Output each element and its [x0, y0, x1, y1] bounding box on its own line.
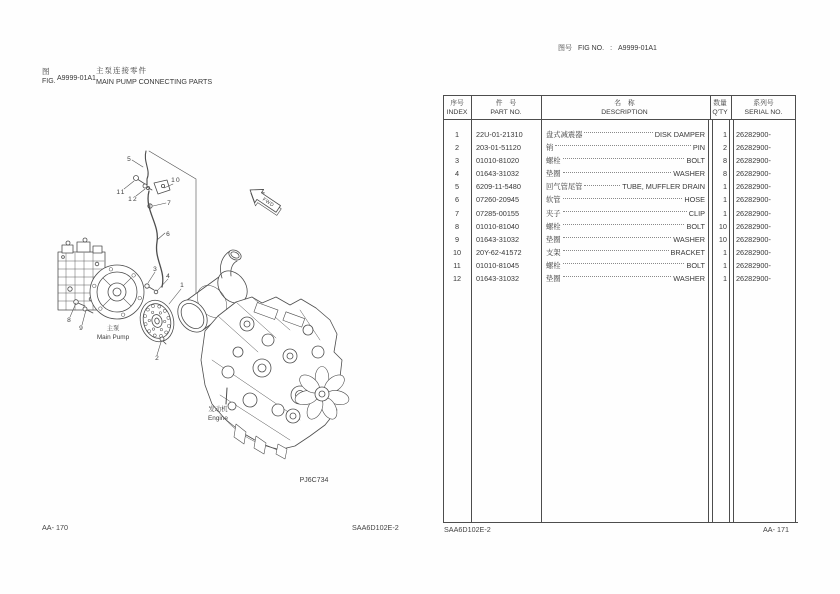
header-index-cn: 序号	[450, 99, 464, 107]
description-cn: 盘式减震器	[546, 130, 583, 139]
fig-number: A9999-01A1	[57, 75, 96, 82]
cell-serial: 26282900-	[736, 247, 771, 257]
cell-part-no: 20Y-62-41572	[476, 247, 522, 257]
cell-qty: 8	[722, 169, 727, 179]
description-cn: 垫圈	[546, 234, 561, 244]
cell-qty: 2	[722, 143, 727, 153]
dotted-leader	[563, 198, 683, 199]
description-en: CLIP	[688, 208, 705, 218]
table-row	[443, 246, 795, 259]
engine-label-cn: 发动机	[208, 406, 228, 413]
left-model-code: SAA6D102E-2	[352, 523, 399, 532]
table-row	[443, 220, 795, 233]
description-cn: 垫圈	[546, 169, 561, 179]
header-qty-cn: 数量	[713, 99, 727, 107]
cell-serial: 26282900-	[736, 130, 771, 139]
header-part-en: PART NO.	[490, 108, 522, 116]
table-row	[443, 207, 795, 220]
cell-index: 7	[454, 208, 460, 218]
table-row	[443, 167, 795, 180]
callout-10: 10	[171, 177, 181, 184]
cell-qty: 1	[722, 130, 727, 139]
pulley-drawing	[286, 409, 300, 423]
callout-4: 4	[166, 273, 170, 280]
dotted-leader	[555, 145, 691, 146]
cell-part-no: 01643-31032	[476, 234, 520, 244]
cell-part-no: 07285-00155	[476, 208, 520, 218]
header-part-no	[471, 96, 541, 119]
cell-index: 10	[452, 247, 462, 257]
cell-part-no: 01643-31032	[476, 169, 520, 179]
disk-damper-drawing	[136, 296, 179, 345]
cell-qty: 1	[722, 260, 727, 270]
cell-description	[546, 207, 705, 220]
callout-3: 3	[153, 266, 157, 273]
cell-qty: 1	[722, 208, 727, 218]
main-pump-label-en: Main Pump	[96, 334, 130, 341]
cell-part-no: 6209-11-5480	[476, 182, 521, 192]
reference-line	[149, 151, 196, 300]
tube-assembly-drawing	[134, 151, 171, 287]
cell-serial: 26282900-	[736, 234, 771, 244]
parts-table-rows	[443, 128, 795, 285]
fig-no-label-cn: 图号	[558, 45, 572, 52]
fig-no-separator: :	[610, 45, 613, 52]
fig-label-cn: 图	[42, 67, 50, 76]
fig-no-value: A9999-01A1	[618, 45, 657, 52]
fig-title-en: MAIN PUMP CONNECTING PARTS	[96, 77, 213, 86]
cell-index: 1	[454, 130, 460, 139]
fig-title-cn: 主泵连接零件	[96, 66, 147, 75]
callout-8: 8	[67, 317, 71, 324]
header-qty-en: Q'TY	[712, 108, 728, 116]
cell-part-no: 01643-31032	[476, 274, 520, 284]
cell-qty: 1	[722, 274, 727, 284]
header-index	[443, 96, 471, 119]
fig-no-line	[558, 43, 657, 53]
cell-serial: 26282900-	[736, 143, 771, 153]
callout-12: 12	[128, 196, 138, 203]
cell-serial: 26282900-	[736, 169, 771, 179]
header-serial-en: SERIAL NO.	[744, 108, 783, 116]
description-cn: 夹子	[546, 208, 561, 218]
main-pump-drawing	[58, 238, 144, 319]
description-cn: 支架	[546, 247, 561, 257]
cell-description	[546, 233, 705, 246]
description-en: WASHER	[673, 169, 705, 179]
description-en: BOLT	[686, 260, 705, 270]
description-en: TUBE, MUFFLER DRAIN	[622, 182, 705, 192]
cell-description	[546, 272, 705, 285]
description-cn: 回气管尾管	[546, 182, 583, 192]
cell-qty: 8	[722, 156, 727, 166]
right-model-code: SAA6D102E-2	[444, 525, 491, 534]
description-cn: 螺栓	[546, 221, 561, 231]
dotted-leader	[584, 132, 652, 133]
cell-index: 2	[454, 143, 460, 153]
cell-index: 6	[454, 195, 460, 205]
left-page-number: AA- 170	[42, 523, 68, 532]
cell-index: 9	[454, 234, 460, 244]
cell-qty: 10	[718, 221, 727, 231]
cell-serial: 26282900-	[736, 182, 771, 192]
cell-description	[546, 246, 705, 259]
description-cn: 垫圈	[546, 274, 561, 284]
callout-2: 2	[155, 355, 159, 362]
cell-description	[546, 128, 705, 141]
callout-1: 1	[180, 282, 184, 289]
description-en: DISK DAMPER	[654, 130, 705, 139]
dotted-leader	[563, 211, 687, 212]
dotted-leader	[563, 276, 672, 277]
cell-part-no: 01010-81040	[476, 221, 520, 231]
cell-description	[546, 193, 705, 206]
table-row	[443, 128, 795, 141]
table-row	[443, 233, 795, 246]
header-qty	[708, 96, 732, 119]
dotted-leader	[563, 224, 685, 225]
cell-part-no: 01010-81045	[476, 260, 520, 270]
cell-description	[546, 154, 705, 167]
cell-index: 12	[452, 274, 462, 284]
cell-description	[546, 259, 705, 272]
table-bottom-rule	[443, 522, 798, 523]
dotted-leader	[563, 158, 685, 159]
table-row	[443, 141, 795, 154]
description-cn: 螺栓	[546, 260, 561, 270]
header-index-en: INDEX	[446, 108, 468, 116]
cell-description	[546, 141, 705, 154]
table-row	[443, 193, 795, 206]
description-en: BOLT	[686, 156, 705, 166]
fig-label-en: FIG.	[42, 78, 56, 85]
cell-qty: 1	[722, 182, 727, 192]
header-serial	[732, 96, 795, 119]
cell-serial: 26282900-	[736, 260, 771, 270]
table-row	[443, 180, 795, 193]
description-en: HOSE	[684, 195, 705, 205]
header-description	[541, 96, 708, 119]
callout-7: 7	[167, 200, 171, 207]
description-cn: 销	[546, 143, 554, 153]
main-pump-label-cn: 主泵	[106, 325, 120, 332]
table-row	[443, 272, 795, 285]
cell-serial: 26282900-	[736, 221, 771, 231]
header-desc-en: DESCRIPTION	[601, 108, 648, 116]
header-desc-cn: 名 称	[614, 99, 635, 107]
dotted-leader	[584, 185, 620, 186]
parts-diagram	[30, 140, 380, 500]
right-page-number: AA- 171	[763, 525, 789, 534]
dotted-leader	[563, 237, 672, 238]
cell-index: 11	[453, 260, 461, 270]
fwd-arrow-label: FWD	[261, 196, 275, 209]
callout-9: 9	[79, 325, 83, 332]
description-cn: 螺栓	[546, 156, 561, 166]
callout-11: 11	[116, 189, 126, 196]
cell-part-no: 22U-01-21310	[476, 130, 523, 139]
cell-index: 3	[454, 156, 460, 166]
cell-part-no: 07260-20945	[476, 195, 520, 205]
cell-description	[546, 220, 705, 233]
cell-description	[546, 167, 705, 180]
cell-index: 8	[454, 221, 460, 231]
description-cn: 软管	[546, 195, 561, 205]
drawing-code: PJ6C734	[299, 477, 329, 484]
cell-description	[546, 180, 705, 193]
cell-serial: 26282900-	[736, 156, 771, 166]
fig-no-label-en: FIG NO.	[578, 45, 605, 52]
cell-qty: 10	[718, 234, 727, 244]
cell-index: 5	[454, 182, 460, 192]
cell-qty: 1	[722, 195, 727, 205]
cell-serial: 26282900-	[736, 208, 771, 218]
cell-part-no: 203-01-51120	[476, 143, 521, 153]
callout-5: 5	[127, 156, 131, 163]
table-row	[443, 259, 795, 272]
callout-6: 6	[166, 231, 170, 238]
description-en: WASHER	[673, 274, 705, 284]
cell-qty: 1	[722, 247, 727, 257]
cell-serial: 26282900-	[736, 274, 771, 284]
table-row	[443, 154, 795, 167]
engine-label-en: Engine	[208, 415, 228, 422]
dotted-leader	[563, 250, 669, 251]
dotted-leader	[563, 172, 672, 173]
description-en: BOLT	[686, 221, 705, 231]
description-en: BRACKET	[670, 247, 705, 257]
header-part-cn: 件 号	[495, 99, 517, 107]
dotted-leader	[563, 263, 685, 264]
cell-part-no: 01010-81020	[476, 156, 520, 166]
description-en: WASHER	[673, 234, 705, 244]
description-en: PIN	[692, 143, 705, 153]
header-serial-cn: 系列号	[753, 99, 774, 107]
cell-index: 4	[454, 169, 460, 179]
cell-serial: 26282900-	[736, 195, 771, 205]
